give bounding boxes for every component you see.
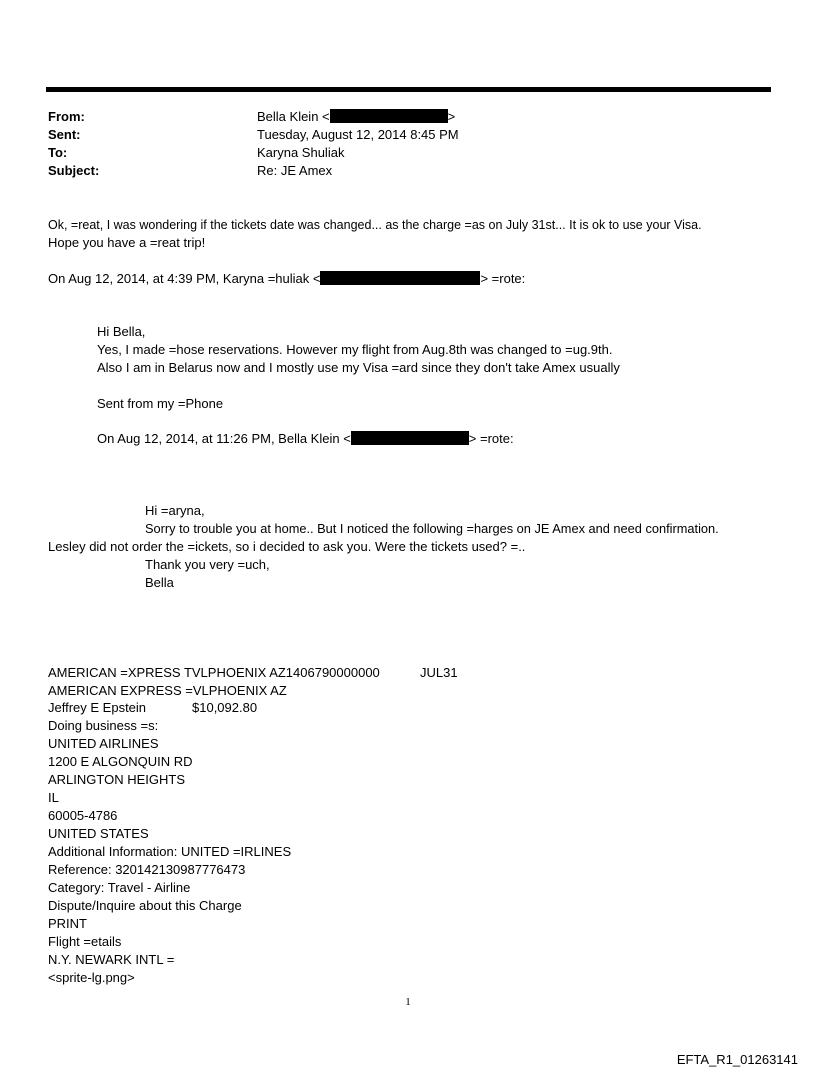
charge-amount: $10,092.80 (192, 700, 258, 715)
charge-line: Doing business =s: (48, 718, 159, 733)
sent-value: Tuesday, August 12, 2014 8:45 PM (257, 127, 459, 142)
cardholder-name: Jeffrey E Epstein (48, 700, 147, 715)
quote-attribution-suffix: > =rote: (468, 431, 514, 446)
merchant-city: ARLINGTON HEIGHTS (48, 772, 186, 787)
charge-line: N.Y. NEWARK INTL = (48, 952, 175, 967)
charge-line: Flight =etails (48, 934, 122, 949)
reply-signature: Sent from my =Phone (97, 396, 224, 411)
quote-attribution (48, 271, 525, 287)
page-number: 1 (405, 996, 411, 1008)
original-greeting: Hi =aryna, (145, 503, 205, 518)
subject-label: Subject: (48, 163, 100, 178)
charge-line: PRINT (48, 916, 87, 931)
header-rule (46, 87, 771, 92)
charge-line: <sprite-lg.png> (48, 970, 135, 985)
redaction-box (330, 109, 448, 123)
original-line: Lesley did not order the =ickets, so i decided to ask you. Were the tickets used? =.. (48, 539, 526, 554)
merchant-state: IL (48, 790, 59, 805)
from-label: From: (48, 109, 85, 124)
from-name: Bella Klein (257, 109, 319, 124)
sent-label: Sent: (48, 127, 81, 142)
document-id: EFTA_R1_01263141 (676, 1052, 798, 1067)
reply-greeting: Hi Bella, (97, 324, 146, 339)
merchant-zip: 60005-4786 (48, 808, 118, 823)
to-label: To: (48, 145, 68, 160)
quote-attribution-suffix: > =rote: (480, 271, 526, 286)
quote-attribution-prefix: On Aug 12, 2014, at 4:39 PM, Karyna =huliak < (48, 271, 321, 286)
charge-category: Category: Travel - Airline (48, 880, 191, 895)
quote-attribution (97, 431, 514, 447)
charge-line: Dispute/Inquire about this Charge (48, 898, 242, 913)
charge-line: AMERICAN EXPRESS =VLPHOENIX AZ (48, 683, 287, 698)
body-line: Ok, =reat, I was wondering if the tickets date was changed... as the charge =as on July 31st... It is ok to use your Visa. (48, 218, 702, 232)
redaction-box (320, 271, 480, 285)
charge-line: Additional Information: UNITED =IRLINES (48, 844, 292, 859)
charge-line: AMERICAN =XPRESS TVLPHOENIX AZ1406790000000 (48, 665, 380, 680)
merchant-address: 1200 E ALGONQUIN RD (48, 754, 193, 769)
body-line: Hope you have a =reat trip! (48, 235, 206, 250)
quote-attribution-prefix: On Aug 12, 2014, at 11:26 PM, Bella Klein < (97, 431, 351, 446)
original-thanks: Thank you very =uch, (145, 557, 270, 572)
to-value: Karyna Shuliak (257, 145, 345, 160)
from-value: Bella Klein < > (257, 109, 456, 124)
merchant-country: UNITED STATES (48, 826, 149, 841)
reply-line: Yes, I made =hose reservations. However my flight from Aug.8th was changed to =ug.9th. (97, 342, 613, 357)
merchant-name: UNITED AIRLINES (48, 736, 159, 751)
original-signature: Bella (145, 575, 174, 590)
reply-line: Also I am in Belarus now and I mostly use my Visa =ard since they don't take Amex usually (97, 360, 620, 375)
charge-reference: Reference: 320142130987776473 (48, 862, 246, 877)
subject-value: Re: JE Amex (257, 163, 333, 178)
original-line: Sorry to trouble you at home.. But I noticed the following =harges on JE Amex and need confirmation. (145, 521, 719, 536)
redaction-box (351, 431, 469, 445)
charge-date: JUL31 (420, 665, 458, 680)
